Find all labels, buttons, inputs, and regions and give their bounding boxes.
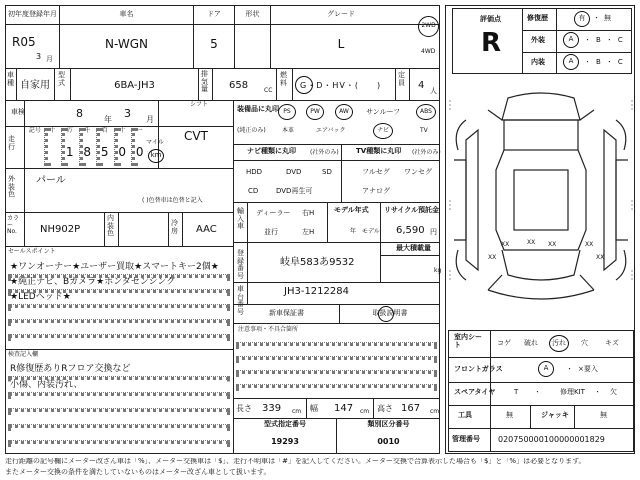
mileage-unit-header: 十	[119, 127, 126, 134]
length-label: 長さ	[236, 404, 252, 413]
navi-dvd-play: DVD再生可	[276, 187, 313, 195]
import-left: 左H	[302, 228, 315, 236]
management-value: 020750000100000001829	[498, 435, 605, 444]
score-value: R	[481, 28, 502, 58]
seat-opt-dirt-circle	[549, 335, 569, 352]
notes-line-1: R修復歴ありRフロア交換など	[10, 364, 131, 374]
shift-label: シフト	[190, 101, 209, 108]
import-parallel: 並行	[264, 228, 278, 236]
damage-mark-2: XX	[527, 239, 536, 246]
inspection-year-unit: 年	[104, 115, 112, 124]
notes-label: 検査記入欄	[8, 351, 39, 358]
fuel-label: 燃料	[280, 71, 287, 87]
car-name-value: N-WGN	[105, 37, 148, 51]
width-label: 幅	[310, 404, 318, 413]
mileage-unit-km: km	[150, 151, 162, 160]
exterior-grade-rest	[584, 37, 628, 45]
vehicle-type-value: 自家用	[20, 80, 50, 91]
interior-color-label: 内装色	[107, 214, 114, 238]
seat-opt-scratch: キズ	[605, 339, 619, 347]
mileage-digit: 5	[100, 145, 109, 159]
seat-label: 室内シート	[454, 333, 482, 349]
registration-label: 登録番号	[237, 249, 244, 281]
new-car-warranty: 新車保証書	[269, 309, 304, 317]
equip-sunroof: サンルーフ	[366, 108, 401, 116]
spare-label: スペアタイヤ	[454, 388, 496, 396]
seat-opt-tear: 破れ	[524, 339, 538, 347]
navi-dvd: DVD	[286, 168, 302, 176]
capacity-value: 4	[418, 80, 425, 91]
interior-grade-a: A	[568, 57, 574, 66]
mileage-km-circle	[148, 149, 164, 163]
caution-label: 注意事項・不具合箇所	[238, 326, 299, 333]
cc-unit: CC	[264, 87, 273, 94]
repair-no: 無	[604, 14, 611, 22]
seat-opt-dirt: 汚れ	[552, 338, 566, 347]
length-unit: cm	[292, 408, 302, 415]
exterior-label: 外装色	[8, 175, 15, 199]
equip-navi-circle	[373, 123, 393, 139]
color-code-label: カラー No.	[7, 215, 20, 236]
tv-analog: アナログ	[362, 187, 390, 195]
model-year-label: モデル年式	[334, 206, 369, 214]
equip-abs: ABS	[420, 107, 432, 115]
load-label: 最大積載量	[396, 244, 431, 252]
tv-sub: (社外のみ)	[412, 149, 441, 156]
navi-sd: SD	[322, 168, 332, 176]
door-label: ドア	[207, 10, 221, 18]
equip-aw-circle	[335, 104, 353, 120]
sales-points-label: セールスポイント	[8, 248, 56, 255]
drive-4wd: 4WD	[421, 48, 436, 55]
repair-yes: 有	[578, 14, 586, 23]
fuel-options: G・D・HV・( )	[300, 81, 382, 90]
mileage-unit-header: 記号	[28, 127, 41, 134]
owners-manual: 取扱説明書	[372, 309, 408, 317]
yen-unit: 円	[430, 228, 437, 236]
mileage-unit-header: 万	[66, 127, 73, 134]
damage-mark-6: XX	[596, 254, 605, 261]
navi-sub: (社外のみ)	[310, 149, 339, 156]
type-auth-label: 型式指定番号	[264, 420, 306, 428]
jack-label: ジャッキ	[541, 411, 569, 419]
interior-sep-1: ・	[584, 58, 596, 66]
chassis-value: JH3-1212284	[284, 286, 349, 297]
type-auth-value: 19293	[271, 437, 299, 446]
interior-grade-label: 内装	[531, 58, 545, 66]
ac-label: 冷房	[171, 219, 178, 235]
equip-aw: AW	[339, 107, 349, 115]
first-reg-label: 初年度登録年月	[8, 10, 57, 18]
spare-t: T	[514, 388, 519, 396]
tools-label: 工具	[458, 411, 472, 419]
first-reg-value: R05	[12, 35, 36, 49]
drive-2wd: 2WD	[421, 22, 436, 30]
width-value: 147	[334, 403, 354, 414]
inspection-month: 3	[124, 107, 131, 120]
inspection-label: 車検	[11, 108, 25, 116]
sales-point-line-3: ★LEDヘッド★	[10, 292, 71, 302]
seat-opt-burn: コゲ	[497, 339, 511, 347]
capacity-label: 定員	[398, 71, 405, 87]
equipment-sub: (純正のみ)	[237, 127, 266, 134]
color-code-value: NH902P	[40, 224, 81, 235]
glass-a: A	[543, 364, 549, 373]
import-right: 右H	[302, 209, 315, 217]
equip-pw: PW	[310, 107, 320, 115]
equip-ps-circle	[278, 104, 296, 120]
footer-line-1: 走行距離の記号欄にメーター改ざん車は「%」、メーター交換車は「$」、走行不明車は「#」を記入してください。メーター交換で合算表示した場合も「$」と「%」は必要となります。	[5, 458, 586, 465]
chassis-label: 車台番号	[237, 285, 244, 317]
length-value: 339	[262, 403, 282, 414]
sales-point-line-1: ★ワンオーナー★ユーザー買取★スマートキー2個★	[10, 262, 219, 272]
damage-mark-5: XX	[488, 254, 497, 261]
model-value: 6BA-JH3	[114, 80, 155, 91]
first-reg-month: 3	[36, 52, 42, 61]
interior-grade-a-circle	[563, 54, 579, 70]
exterior-sep-1: ・	[584, 36, 596, 44]
glass-replace: ×要入	[578, 365, 598, 373]
import-dealer: ディーラー	[256, 209, 291, 217]
mileage-unit-header: 一	[136, 127, 143, 134]
spare-missing: 欠	[610, 388, 617, 396]
spare-sep-1: ・	[534, 388, 541, 396]
mileage-unit-header: 千	[84, 127, 91, 134]
mileage-unit-mile: マイル	[146, 139, 164, 146]
door-value: 5	[210, 37, 218, 51]
height-value: 167	[401, 403, 421, 414]
import-label: 輸入車	[237, 207, 244, 231]
kg-unit: kg	[434, 267, 442, 274]
height-label: 高さ	[377, 404, 393, 413]
notes-line-2: 小傷、内装汚れ、	[10, 380, 83, 390]
equip-navi: ナビ	[376, 126, 389, 134]
navi-cd: CD	[248, 187, 259, 195]
height-unit: cm	[430, 408, 440, 415]
car-name-label: 車名	[119, 10, 134, 18]
repair-sep: ・	[593, 14, 600, 22]
person-unit: 人	[430, 87, 437, 95]
vehicle-type-label: 車種	[7, 71, 14, 87]
navi-hdd: HDD	[246, 168, 263, 176]
seat-opt-hole: 穴	[581, 339, 588, 347]
drive-2wd-circle	[418, 16, 439, 37]
inspection-month-unit: 月	[146, 115, 154, 124]
navi-label: ナビ種類に丸印	[247, 147, 296, 155]
spare-sep-2: ・	[594, 388, 601, 396]
exterior-note: ( )色替車は色替と記入	[142, 197, 203, 204]
tv-oneseg: ワンセグ	[404, 168, 432, 176]
manual-circle	[378, 306, 394, 322]
exterior-grade-a: A	[568, 35, 574, 44]
recycle-label: リサイクル預託金	[384, 206, 440, 214]
glass-sep: ・	[566, 365, 573, 373]
equip-airbag: エアバック	[316, 127, 346, 134]
glass-a-circle	[538, 361, 554, 377]
exterior-grade-c: C	[617, 36, 628, 44]
repair-yes-circle	[574, 11, 590, 27]
mileage-digit: 8	[83, 145, 92, 159]
exterior-value: パール	[36, 175, 66, 186]
tools-value: 無	[506, 411, 513, 419]
score-label: 評価点	[480, 15, 501, 23]
model-year-unit-model: モデル	[362, 228, 380, 235]
mileage-label: 走行	[8, 135, 15, 151]
exterior-grade-b: B	[596, 36, 606, 44]
shift-value: CVT	[184, 129, 208, 143]
interior-grade-rest	[584, 59, 628, 67]
mileage-digit: 1	[65, 145, 74, 159]
category-value: 0010	[377, 437, 400, 446]
jack-value: 無	[600, 411, 607, 419]
ac-value: AAC	[196, 224, 217, 235]
registration-value: 岐阜583あ9532	[280, 257, 355, 268]
sales-point-line-2: ★純正ナビ、Bカメラ★ホンダセンシング	[10, 277, 176, 287]
mileage-digit: 0	[118, 145, 127, 159]
fuel-selected-circle	[295, 76, 313, 94]
shape-label: 形状	[245, 10, 260, 18]
equip-pw-circle	[306, 104, 324, 120]
mileage-divider	[44, 128, 48, 166]
interior-sep-2: ・	[605, 58, 618, 66]
management-label: 管理番号	[452, 435, 480, 443]
category-label: 類別区分番号	[367, 420, 410, 428]
mileage-unit-header: 十	[49, 127, 56, 134]
interior-grade-c: C	[617, 58, 628, 66]
equip-abs-circle	[416, 104, 436, 120]
first-reg-month-unit: 月	[46, 55, 53, 63]
damage-mark-4: XX	[585, 241, 594, 248]
model-label: 型式	[58, 71, 65, 87]
equip-tv: TV	[420, 127, 428, 134]
glass-label: フロントガラス	[454, 365, 503, 373]
damage-mark-3: XX	[548, 241, 557, 248]
model-year-unit-year: 年	[350, 228, 357, 235]
exterior-grade-a-circle	[563, 32, 579, 48]
equip-ps: PS	[283, 107, 291, 115]
width-unit: cm	[360, 408, 370, 415]
damage-mark-1: XX	[501, 241, 510, 248]
mileage-digit: 0	[135, 145, 144, 159]
mileage-unit-header: 百	[101, 127, 108, 134]
interior-grade-b: B	[596, 58, 606, 66]
car-damage-diagram	[448, 80, 634, 320]
repair-label: 修復歴	[527, 14, 548, 22]
tv-label: TV種類に丸印	[356, 147, 402, 155]
equip-leather: 本革	[282, 127, 295, 134]
recycle-value: 6,590	[396, 225, 425, 236]
grade-value: L	[337, 37, 345, 51]
footer-line-2: またメーター交換の条件を満たしていないものはメーター改ざん車として扱います。	[5, 468, 271, 476]
inspection-year: 8	[76, 107, 83, 120]
exterior-sep-2: ・	[605, 36, 618, 44]
spare-kit: 修理KIT	[560, 388, 585, 396]
displacement-label: 排気量	[201, 70, 208, 94]
grade-label: グレード	[327, 10, 355, 18]
exterior-grade-label: 外装	[531, 36, 545, 44]
equipment-label: 装備品に丸印	[237, 105, 279, 113]
displacement-value: 658	[229, 80, 249, 91]
tv-fullseg: フルセグ	[362, 168, 390, 176]
